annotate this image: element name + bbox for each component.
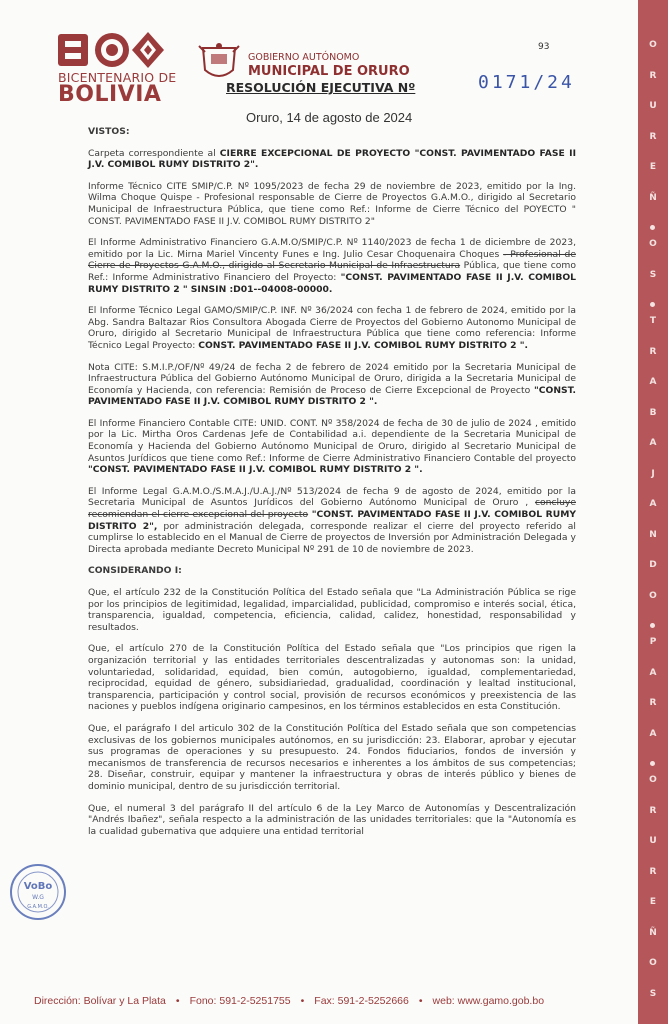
project-name: CONST. PAVIMENTADO FASE II J.V. COMIBOL RUMY DISTRITO 2 ".	[198, 339, 529, 351]
paragraph-text: Nota CITE: S.M.I.P./OF/Nº 49/24 de fecha 2 de febrero de 2024 emitido por la Secretaria Municipal de Infraestructura Pública del Gobierno Autónomo Municipal de Oruro, dirigida a la Secretaria Municipal de Economía y Hacienda, con referencia: Remisión de Proceso de Cierre Excepcional de Proyecto	[88, 361, 576, 396]
side-band-letter: J	[651, 468, 655, 479]
side-band-letter: R	[649, 805, 657, 816]
gobierno-line1: GOBIERNO AUTÓNOMO	[248, 52, 360, 63]
project-name: "CONST. PAVIMENTADO FASE II J.V. COMIBOL RUMY DISTRITO 2 ".	[88, 384, 576, 408]
considerando-heading: CONSIDERANDO I:	[88, 565, 182, 577]
project-name: "CONST. PAVIMENTADO FASE II J.V. COMIBOL RUMY DISTRITO 2 " SINSIN :D01--04008-00000.	[88, 271, 576, 295]
stamp-text-top: VoBo	[23, 881, 53, 892]
paragraph-text: El Informe Financiero Contable CITE: UNID. CONT. Nº 358/2024 de fecha de 30 de julio de 2024 , emitido por la Lic. Mirtha Oros Cardenas Jefe de Contabilidad a.i. dependiente de la Secretaria Municipal de Economía y Hacienda del Gobierno Autónomo Municipal de Oruro, dirigido al Secretario Municipal de Asuntos Jurídicos que tiene como Ref.: Informe de Cierre Administrativo Financiero Contable del proyecto	[88, 417, 576, 464]
side-band-letter: N	[649, 529, 657, 540]
side-band	[638, 0, 668, 1024]
side-band-letter: S	[649, 269, 657, 280]
project-name: "CONST. PAVIMENTADO FASE II J.V. COMIBOL RUMY DISTRITO 2",	[88, 509, 577, 532]
paragraph-informe-financiero	[88, 418, 576, 476]
paragraph-text: por administración delegada, corresponde realizar el cierre del proyecto referido al cumplirse lo establecido en el Manual de Cierre de proyectos de Inversión por Administración Delegada y Directa aprobada mediante Decreto Municipal Nº 291 de 10 de noviembre de 2023.	[88, 520, 576, 555]
struck-text: concluye recomiendan el cierre excepcional del proyecto	[88, 497, 576, 521]
vistos-heading: VISTOS:	[88, 126, 130, 137]
paragraph-text: El Informe Técnico Legal GAMO/SMIP/C.P. INF. Nº 36/2024 con fecha 1 de febrero de 2024, emitido por la Abg. Sandra Baltazar Rios Consultora Abogada Cierre de Proyectos del Gobierno Autonomo Municipal de Oruro, dirigido al Secretario Municipal de Infraestructura Pública que tiene como referencia: Informe Técnico Legal Proyecto:	[88, 305, 576, 351]
side-band-dot	[650, 225, 655, 230]
side-band-letter: R	[649, 131, 657, 142]
stamp-text-mid: W.G	[32, 894, 44, 901]
footer-fax: Fax: 591-2-5252666	[314, 995, 409, 1007]
bicentenario-logo	[34, 28, 177, 107]
footer-separator: •	[175, 995, 180, 1007]
paragraph-articulo-232: Que, el artículo 232 de la Constitución Política del Estado señala que "La Administración Pública se rige por los principios de legitimidad, legalidad, imparcialidad, publicidad, compromiso e interés social, ética, transparencia, igualdad, competencia, eficiencia, calidad, calidez, honestidad, responsabilidad y resultados.	[88, 587, 576, 633]
footer	[34, 995, 624, 1007]
side-band-letter: B	[649, 407, 657, 418]
side-band-letter: A	[649, 438, 657, 448]
side-band-dot	[650, 623, 655, 628]
side-band-dot	[650, 302, 655, 307]
side-band-letter: A	[649, 667, 657, 678]
paragraph-text: El Informe Administrativo Financiero G.A.M.O/SMIP/C.P. Nº 1140/2023 de fecha 1 de diciembre de 2023, emitido por la Lic. Mirna Mariel Vincenty Funes e Ing. Julio Cesar Choquenaira Choques	[88, 237, 576, 260]
footer-address: Dirección: Bolívar y La Plata	[34, 995, 166, 1007]
side-band-dot	[650, 761, 655, 766]
gobierno-line2: MUNICIPAL DE ORURO	[248, 64, 410, 79]
side-band-letter: S	[649, 988, 657, 999]
side-band-letter: O	[649, 40, 657, 50]
resolution-number: 0171/24	[478, 72, 575, 93]
document-date: Oruro, 14 de agosto de 2024	[246, 110, 413, 125]
paragraph-nota-cite	[88, 362, 576, 408]
paragraph-text: Carpeta correspondiente al	[88, 147, 220, 159]
side-band-letter: A	[649, 728, 657, 739]
bicentenario-emblem-icon	[56, 28, 166, 72]
side-band-letter: R	[649, 698, 657, 708]
paragraph-carpeta	[88, 148, 576, 171]
side-band-letter: R	[649, 70, 657, 81]
page-number: 93	[538, 42, 550, 52]
resolution-title: RESOLUCIÓN EJECUTIVA Nº	[226, 80, 416, 95]
side-band-letter: R	[649, 866, 657, 877]
side-band-letter: R	[649, 346, 657, 357]
side-band-letter: U	[649, 101, 657, 111]
footer-website[interactable]: web: www.gamo.gob.bo	[432, 995, 545, 1007]
side-band-letter: O	[649, 239, 657, 249]
paragraph-ley-marco: Que, el numeral 3 del parágrafo II del artículo 6 de la Ley Marco de Autonomías y Descentralización "Andrés Ibañez", señala respecto a la administración de las unidades territoriales: que la "Autonomía es la cualidad gubernativa que adquiere una entidad territorial	[88, 802, 576, 837]
side-band-letter: A	[649, 377, 657, 387]
bicentenario-line2: BOLIVIA	[58, 82, 162, 107]
paragraph-articulo-302: Que, el parágrafo I del articulo 302 de la Constitución Política del Estado señala que son competencias exclusivas de los gobiernos municipales autónomos, en su jurisdicción: 23. Elaborar, aprobar y ejecutar sus programas de operaciones y su presupuesto. 24. Fondos fiduciarios, fondos de inversión y mecanismos de transferencia de recursos necesarios e inherentes a los ámbitos de sus competencias; 28. Diseñar, construir, equipar y mantener la infraestructura y obras de interés público y bienes de dominio municipal, dentro de su jurisdicción territorial.	[88, 722, 576, 792]
side-band-letter: E	[649, 897, 657, 907]
side-band-letter: P	[649, 637, 657, 647]
paragraph-informe-administrativo	[88, 237, 576, 295]
footer-separator: •	[418, 995, 423, 1007]
paragraph-articulo-270: Que, el artículo 270 de la Constitución Política del Estado señala que "Los principios que rigen la organización territorial y las entidades territoriales descentralizadas y autonomas son: la unidad, voluntariedad, solidaridad, equidad, bien común, autogobierno, igualdad, complementariedad, reciprocidad, equidad de género, subsidiariedad, gradualidad, coordinación y lealtad institucional, transparencia, participación y control social, provisión de recursos económicos y preexistencia de las naciones y pueblos indígena originario campesinos, en los términos establecidos en esta Constitución.	[88, 643, 576, 713]
side-band-letter: D	[649, 560, 657, 570]
side-band-letter: Ñ	[649, 927, 657, 938]
side-band-letter: A	[649, 499, 657, 509]
vobo-stamp-icon	[8, 862, 68, 922]
side-band-letter: O	[649, 775, 657, 785]
stamp-text-bottom: G.A.M.O.	[27, 904, 49, 910]
side-band-letter: U	[649, 836, 657, 846]
side-band-letter: O	[649, 590, 657, 601]
bicentenario-line1: BICENTENARIO DE	[58, 70, 177, 85]
paragraph-informe-tecnico: Informe Técnico CITE SMIP/C.P. Nº 1095/2023 de fecha 29 de noviembre de 2023, emitido por la Ing. Wilma Choque Quispe - Profesional responsable de Cierre de Proyectos G.A.M.O., dirigido al Secretario Municipal de Infraestructura Pública, que tiene como Ref.: Informe de Cierre Técnico del POYECTO " CONST. PAVIMENTADO FASE II J.V. COMIBOL RUMY DISTRITO 2"	[88, 180, 576, 227]
paragraph-informe-legal-2	[88, 486, 576, 556]
project-name: "CONST. PAVIMENTADO FASE II J.V. COMIBOL RUMY DISTRITO 2 ".	[88, 464, 423, 476]
side-band-letter: O	[649, 958, 657, 968]
side-band-letter: T	[649, 316, 657, 326]
footer-separator: •	[300, 995, 305, 1007]
side-band-letter: Ñ	[649, 192, 657, 203]
side-band-letter: E	[649, 162, 657, 172]
struck-text: - Profesional de Cierre de Proyectos G.A.M.O., dirigido al Secretario Municipal de Infraestructura	[88, 248, 576, 272]
project-name: CIERRE EXCEPCIONAL DE PROYECTO "CONST. PAVIMENTADO FASE II J.V. COMIBOL RUMY DISTRITO 2".	[88, 147, 576, 171]
document-body	[88, 126, 576, 847]
paragraph-informe-legal	[88, 305, 576, 351]
footer-phone: Fono: 591-2-5251755	[189, 995, 291, 1007]
gamo-coat-of-arms-icon	[197, 42, 241, 82]
paragraph-text: El Informe Legal G.A.M.O./S.M.A.J./U.A.J./Nº 513/2024 de fecha 9 de agosto de 2024, emitido por la Secretaria Municipal de Asuntos Jurídicos del Gobierno Autónomo Municipal de Oruro ,	[88, 485, 576, 509]
paragraph-text: Pública, que tiene como Ref.: Informe Administrativo Financiero del Proyecto:	[88, 260, 576, 283]
